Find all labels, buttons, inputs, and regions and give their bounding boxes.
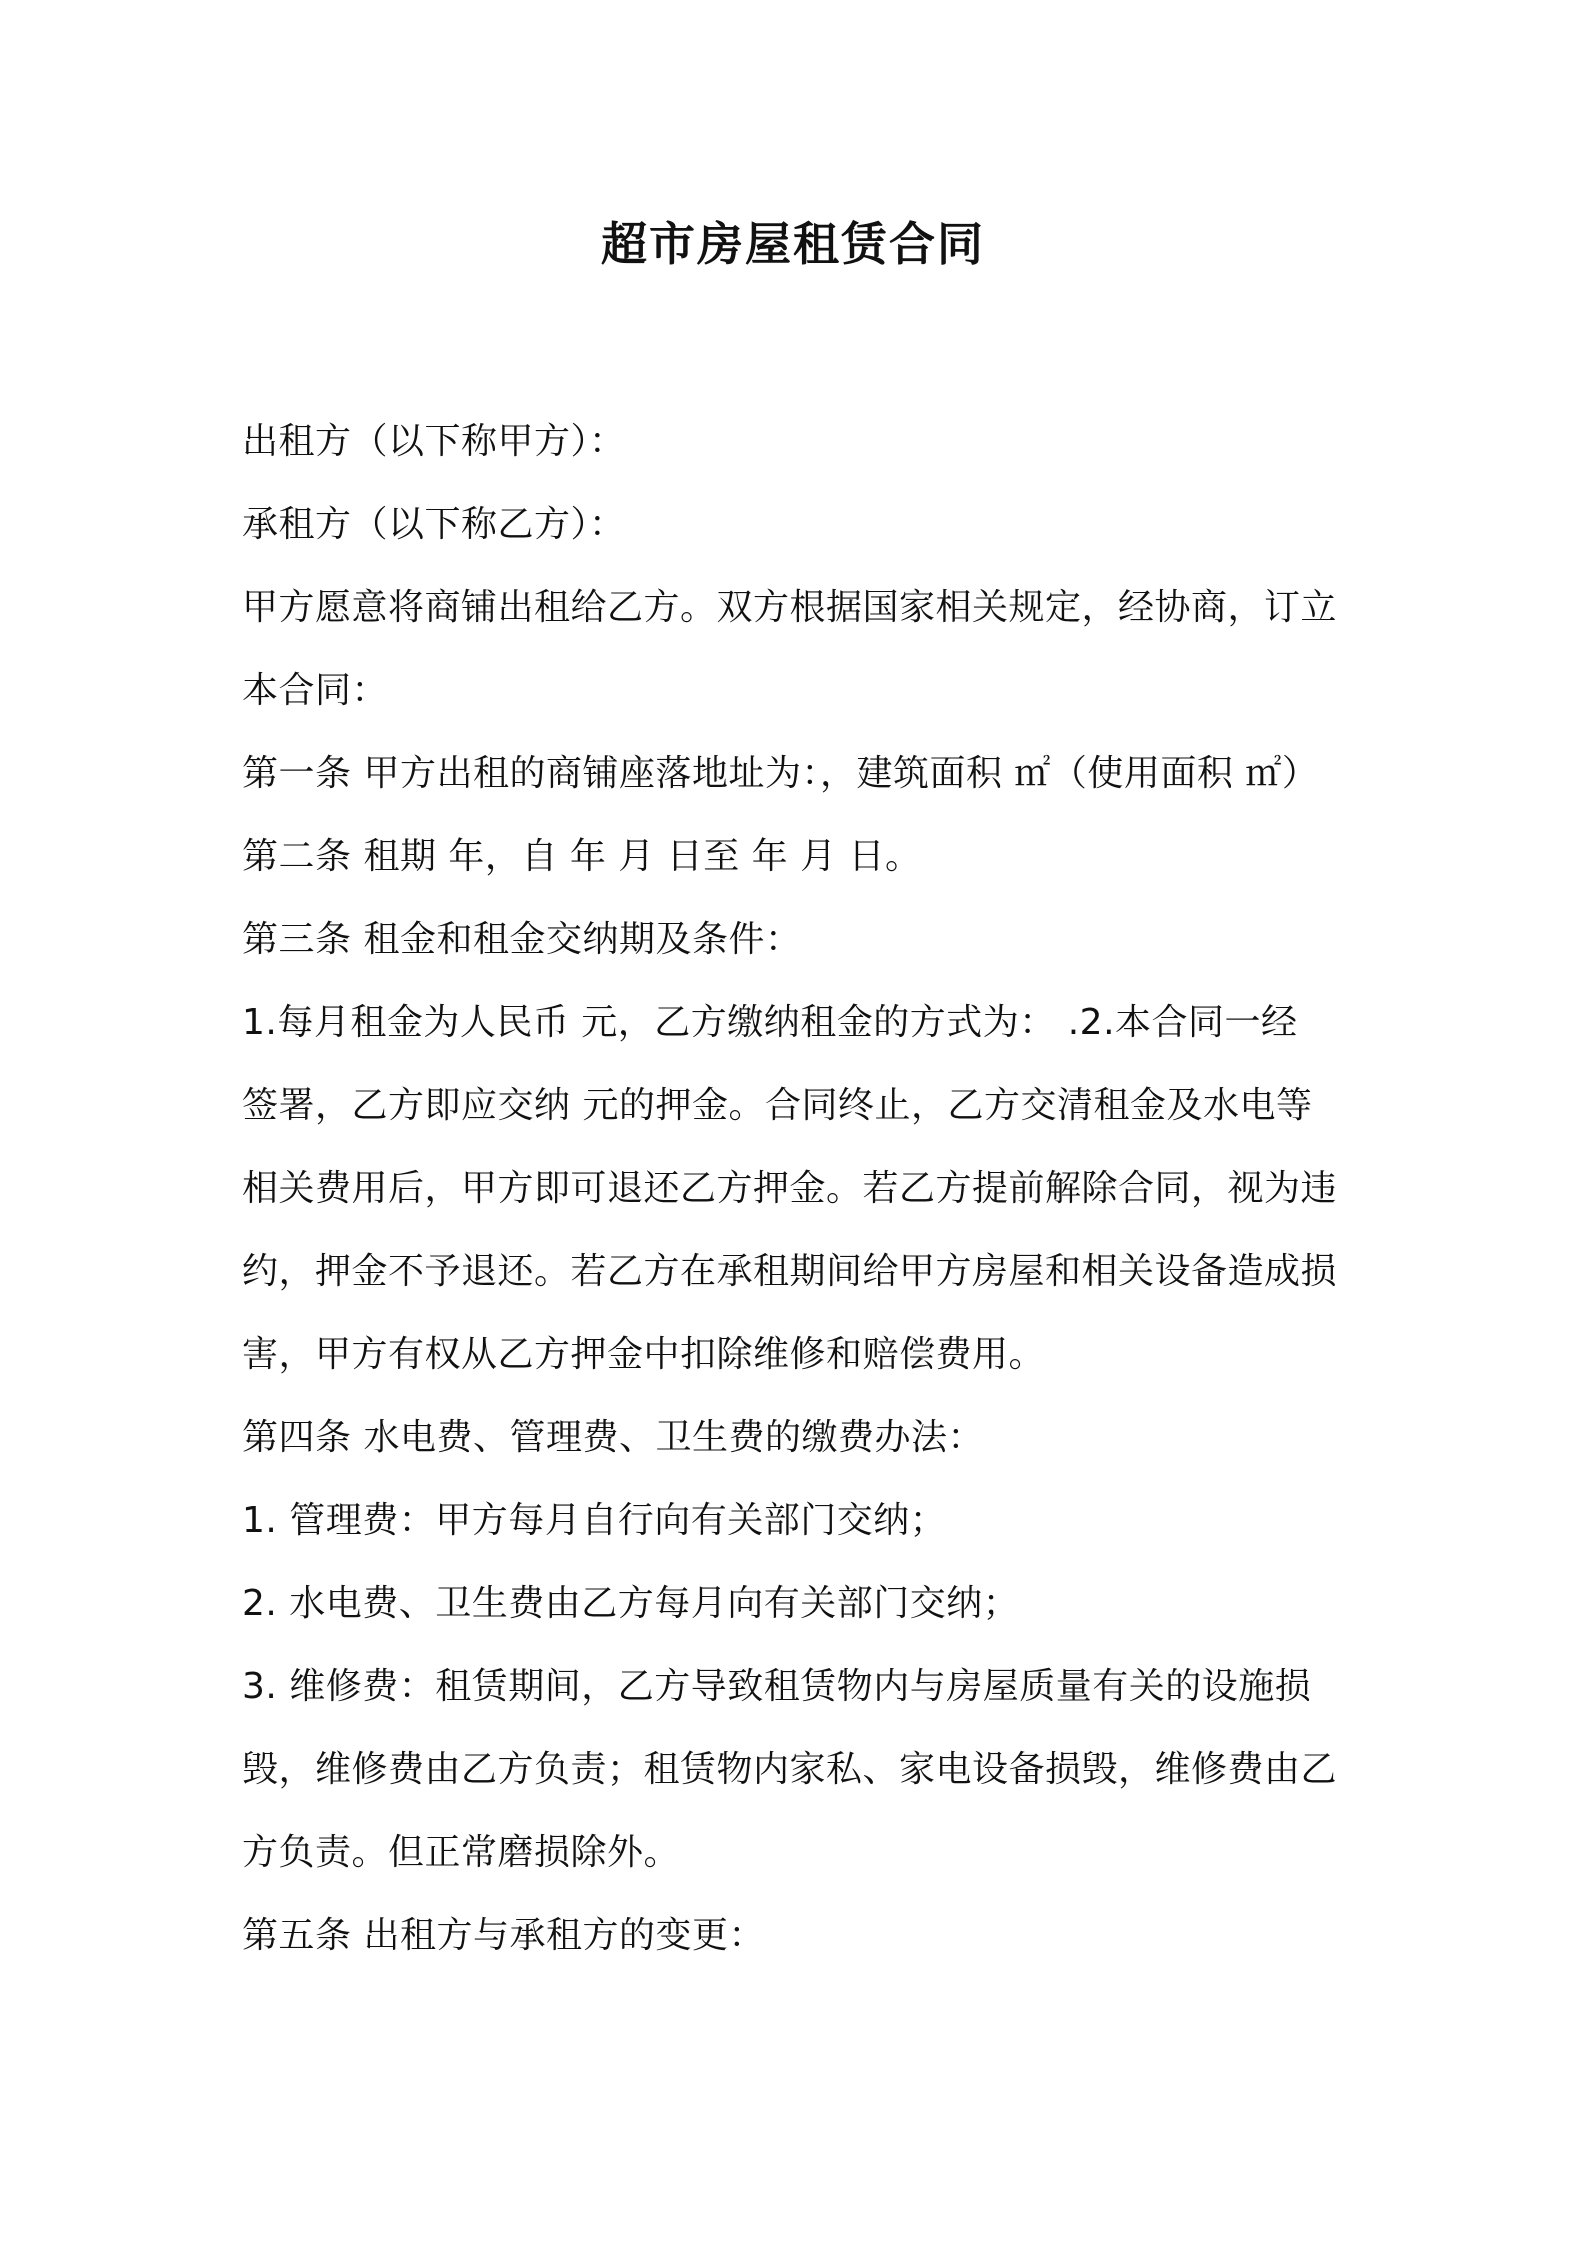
- text-line-lessee: 承租方（以下称乙方）：: [242, 504, 626, 545]
- text-line-article-4-cont-1: 毁，维修费由乙方负责；租赁物内家私、家电设备损毁，维修费由乙: [242, 1749, 1338, 1790]
- text-line-article-3-cont-4: 害，甲方有权从乙方押金中扣除维修和赔偿费用。: [242, 1334, 1046, 1375]
- text-line-article-3-cont-1: 签署，乙方即应交纳 元的押金。合同终止，乙方交清租金及水电等: [242, 1085, 1313, 1126]
- text-line-lessor: 出租方（以下称甲方）：: [242, 421, 626, 462]
- contract-body: [242, 400, 1362, 1977]
- text-line-article-4-cont-2: 方负责。但正常磨损除外。: [242, 1832, 681, 1873]
- document-title: 超市房屋租赁合同: [601, 217, 985, 271]
- text-line-article-3-cont-2: 相关费用后，甲方即可退还乙方押金。若乙方提前解除合同，视为违: [242, 1168, 1338, 1209]
- text-line-article-3-item-1: 1.每月租金为人民币 元，乙方缴纳租金的方式为： .2.本合同一经: [242, 1002, 1298, 1043]
- text-line-article-4-item-3: 3. 维修费：租赁期间，乙方导致租赁物内与房屋质量有关的设施损: [242, 1666, 1312, 1707]
- text-line-article-4-heading: 第四条 水电费、管理费、卫生费的缴费办法：: [242, 1417, 984, 1458]
- text-line-article-3-heading: 第三条 租金和租金交纳期及条件：: [242, 919, 802, 960]
- text-line-article-4-item-2: 2. 水电费、卫生费由乙方每月向有关部门交纳；: [242, 1583, 1020, 1624]
- text-line-article-3-cont-3: 约，押金不予退还。若乙方在承租期间给甲方房屋和相关设备造成损: [242, 1251, 1338, 1292]
- text-line-article-1: 第一条 甲方出租的商铺座落地址为：，建筑面积 ㎡（使用面积 ㎡）: [242, 753, 1319, 794]
- text-line-preamble-1: 甲方愿意将商铺出租给乙方。双方根据国家相关规定，经协商，订立: [242, 587, 1338, 628]
- text-line-article-5-heading: 第五条 出租方与承租方的变更：: [242, 1915, 765, 1956]
- text-line-article-4-item-1: 1. 管理费：甲方每月自行向有关部门交纳；: [242, 1500, 947, 1541]
- text-line-preamble-2: 本合同：: [242, 670, 389, 711]
- text-line-article-2: 第二条 租期 年，自 年 月 日至 年 月 日。: [242, 836, 922, 877]
